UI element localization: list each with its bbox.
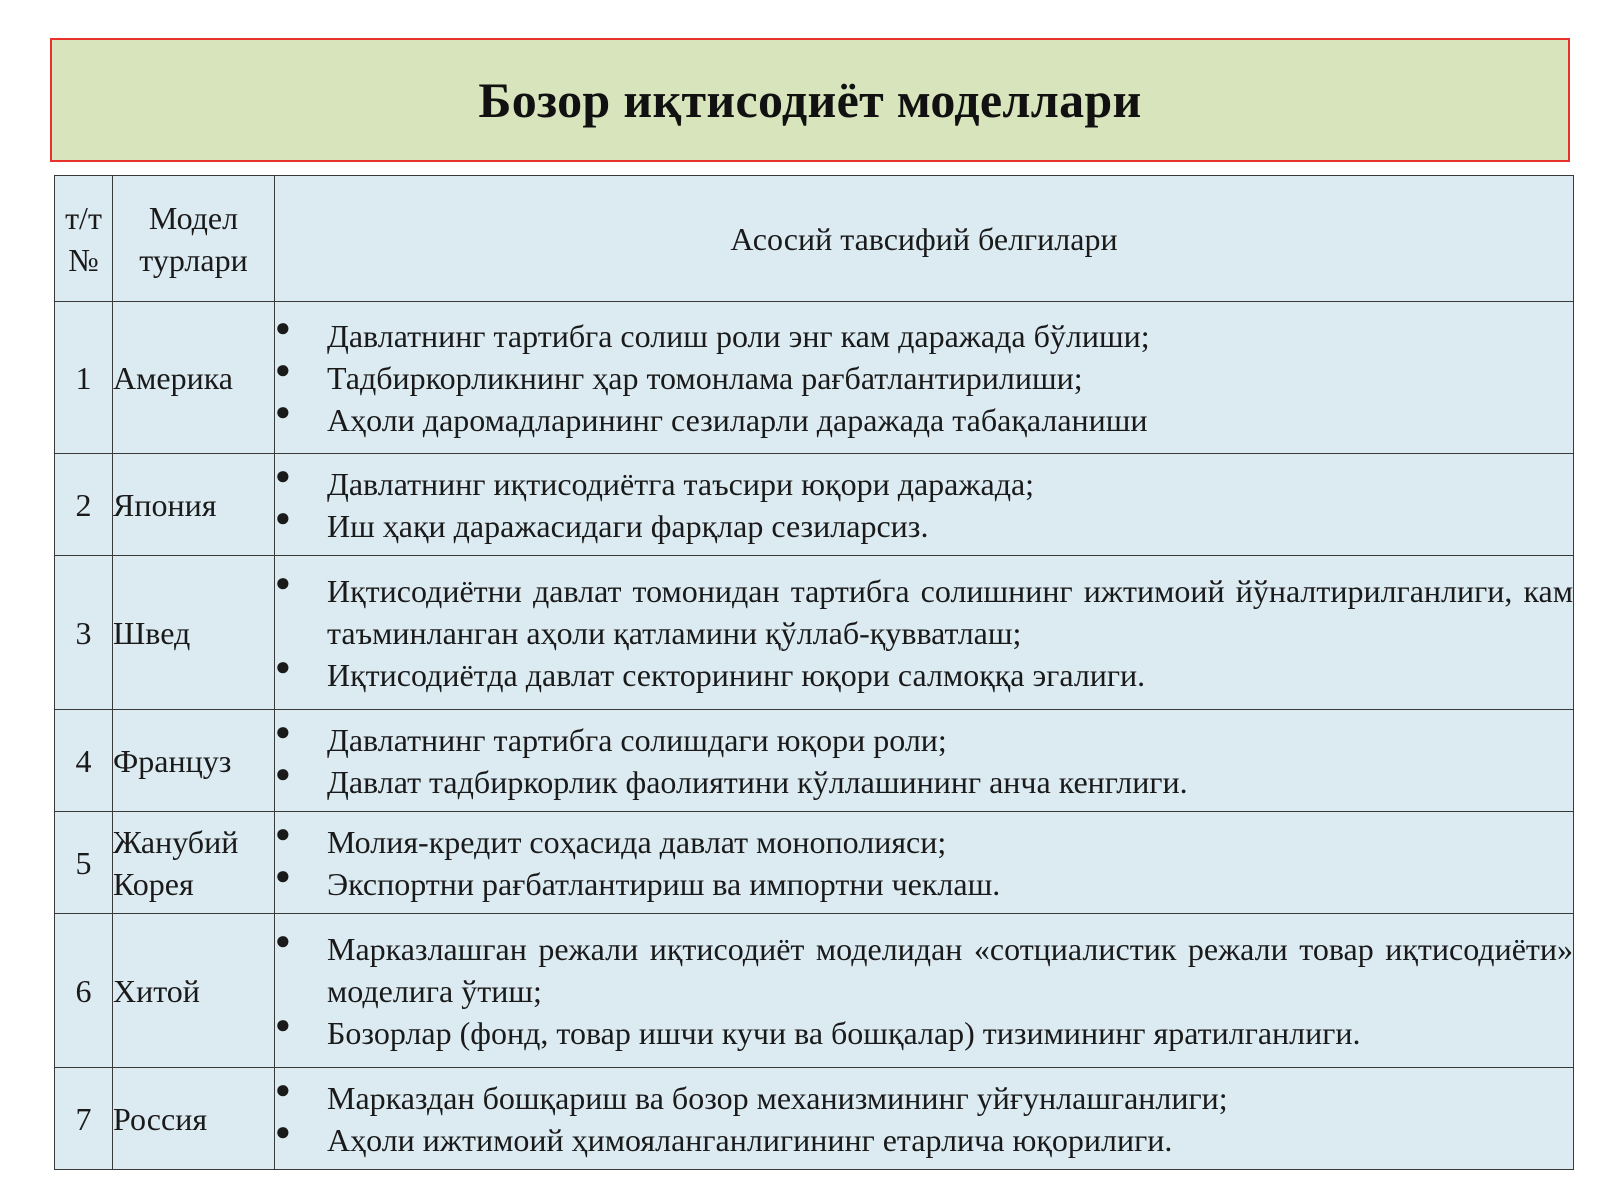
- feature-text: Давлатнинг иқтисодиётга таъсири юқори даражада;: [327, 465, 1035, 502]
- model-name: Хитой: [113, 914, 275, 1068]
- feature-text: Иқтисодиётни давлат томонидан тартибга солишнинг ижтимоий йўналтирилганлиги, кам таъминланган аҳоли қатламини қўллаб-қувватлаш;: [327, 572, 1573, 651]
- features-cell: [275, 1068, 1574, 1170]
- feature-list: [275, 460, 1573, 547]
- list-item: [275, 1074, 1573, 1119]
- model-name: Россия: [113, 1068, 275, 1170]
- feature-text: Давлат тадбиркорлик фаолиятини кўллашининг анча кенглиги.: [327, 763, 1188, 800]
- list-item: [275, 354, 1573, 399]
- page-title: Бозор иқтисодиёт моделлари: [478, 72, 1142, 128]
- model-name: Француз: [113, 710, 275, 812]
- feature-list: [275, 567, 1573, 696]
- list-item: [275, 818, 1573, 863]
- header-number: т/т №: [55, 176, 113, 302]
- row-number: 5: [55, 812, 113, 914]
- bullet-icon: ●: [275, 460, 291, 490]
- feature-list: [275, 716, 1573, 803]
- list-item: [275, 502, 1573, 547]
- bullet-icon: ●: [275, 396, 291, 426]
- list-item: [275, 716, 1573, 761]
- list-item: [275, 758, 1573, 803]
- bullet-icon: ●: [275, 860, 291, 890]
- features-cell: [275, 710, 1574, 812]
- feature-text: Давлатнинг тартибга солишдаги юқори роли;: [327, 721, 947, 758]
- list-item: [275, 925, 1573, 1012]
- model-name: Швед: [113, 556, 275, 710]
- feature-list: [275, 312, 1573, 441]
- table-header-row: [55, 176, 1574, 302]
- feature-text: Аҳоли даромадларининг сезиларли даражада табақаланиши: [327, 401, 1148, 438]
- feature-text: Иш ҳақи даражасидаги фарқлар сезиларсиз.: [327, 507, 929, 544]
- features-cell: [275, 812, 1574, 914]
- header-description: Асосий тавсифий белгилари: [275, 176, 1574, 302]
- list-item: [275, 567, 1573, 654]
- feature-text: Экспортни рағбатлантириш ва импортни чеклаш.: [327, 865, 1001, 902]
- bullet-icon: ●: [275, 1116, 291, 1146]
- row-number: 7: [55, 1068, 113, 1170]
- bullet-icon: ●: [275, 1009, 291, 1039]
- list-item: [275, 1009, 1573, 1054]
- row-number: 2: [55, 454, 113, 556]
- feature-text: Давлатнинг тартибга солиш роли энг кам даражада бўлиши;: [327, 317, 1150, 354]
- model-name: Япония: [113, 454, 275, 556]
- list-item: [275, 860, 1573, 905]
- feature-text: Марказдан бошқариш ва бозор механизмининг уйғунлашганлиги;: [327, 1079, 1228, 1116]
- bullet-icon: ●: [275, 502, 291, 532]
- features-cell: [275, 454, 1574, 556]
- bullet-icon: ●: [275, 925, 291, 955]
- row-number: 3: [55, 556, 113, 710]
- bullet-icon: ●: [275, 312, 291, 342]
- header-model-types: Модел турлари: [113, 176, 275, 302]
- list-item: [275, 396, 1573, 441]
- table-row: [55, 556, 1574, 710]
- row-number: 6: [55, 914, 113, 1068]
- features-cell: [275, 914, 1574, 1068]
- bullet-icon: ●: [275, 354, 291, 384]
- table-row: [55, 454, 1574, 556]
- bullet-icon: ●: [275, 758, 291, 788]
- feature-text: Молия-кредит соҳасида давлат монополияси;: [327, 823, 947, 860]
- feature-text: Марказлашган режали иқтисодиёт моделидан «сотциалистик режали товар иқтисодиёти» моделига ўтиш;: [327, 930, 1573, 1009]
- bullet-icon: ●: [275, 567, 291, 597]
- feature-text: Бозорлар (фонд, товар ишчи кучи ва бошқалар) тизимининг яратилганлиги.: [327, 1014, 1361, 1051]
- feature-list: [275, 925, 1573, 1054]
- bullet-icon: ●: [275, 651, 291, 681]
- title-banner: [50, 38, 1570, 162]
- row-number: 4: [55, 710, 113, 812]
- table-row: [55, 1068, 1574, 1170]
- feature-list: [275, 818, 1573, 905]
- feature-text: Тадбиркорликнинг ҳар томонлама рағбатлантирилиши;: [327, 359, 1083, 396]
- bullet-icon: ●: [275, 1074, 291, 1104]
- list-item: [275, 460, 1573, 505]
- market-models-table: [54, 175, 1574, 1170]
- model-name: Жанубий Корея: [113, 812, 275, 914]
- bullet-icon: ●: [275, 818, 291, 848]
- table-row: [55, 710, 1574, 812]
- table-row: [55, 812, 1574, 914]
- features-cell: [275, 302, 1574, 454]
- list-item: [275, 312, 1573, 357]
- row-number: 1: [55, 302, 113, 454]
- feature-list: [275, 1074, 1573, 1161]
- features-cell: [275, 556, 1574, 710]
- table-row: [55, 302, 1574, 454]
- list-item: [275, 651, 1573, 696]
- model-name: Америка: [113, 302, 275, 454]
- bullet-icon: ●: [275, 716, 291, 746]
- table-row: [55, 914, 1574, 1068]
- list-item: [275, 1116, 1573, 1161]
- feature-text: Иқтисодиётда давлат секторининг юқори салмоққа эгалиги.: [327, 656, 1146, 693]
- feature-text: Аҳоли ижтимоий ҳимояланганлигининг етарлича юқорилиги.: [327, 1121, 1173, 1158]
